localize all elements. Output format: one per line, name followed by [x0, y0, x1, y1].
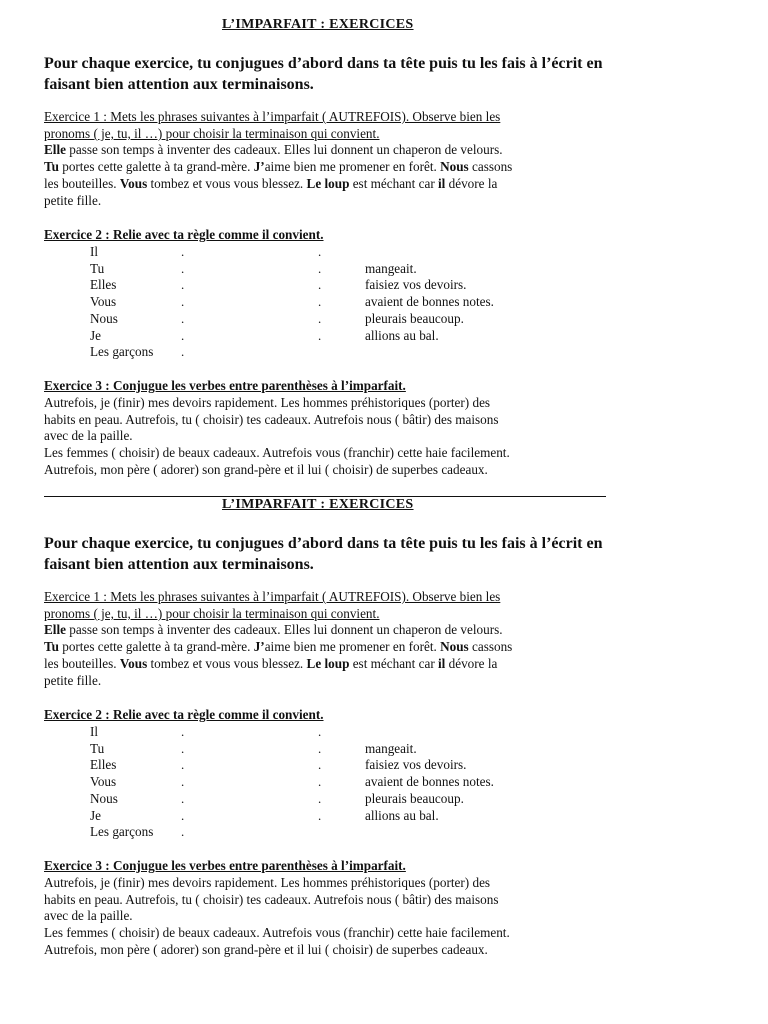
left-connection-dot[interactable]: . [181, 790, 185, 806]
exercise-2-heading: Exercice 2 : Relie avec ta règle comme il convient. [44, 227, 324, 242]
exercise-1-heading-line-1: Exercice 1 : Mets les phrases suivantes à l’imparfait ( AUTREFOIS). Observe bien les [44, 109, 501, 124]
pronoun-item: Je [90, 327, 101, 343]
bold-word: Le loup [306, 656, 350, 671]
ending-item: allions au bal. [365, 327, 439, 343]
page-title: L’IMPARFAIT : EXERCICES [222, 497, 414, 512]
pronoun-item: Elles [90, 277, 117, 293]
sentence-text: tombez et vous vous blessez. [147, 656, 307, 671]
sentence-text: portes cette galette à ta grand-mère. [58, 159, 254, 174]
pronoun-item: Tu [90, 740, 105, 756]
sentence-text: est méchant car [349, 176, 439, 191]
exercise-3-line: avec de la paille. [44, 428, 133, 443]
exercise-1-heading-line-2: pronoms ( je, tu, il …) pour choisir la terminaison qui convient. [44, 126, 380, 141]
right-connection-dot[interactable]: . [318, 310, 322, 326]
pronoun-item: Les garçons [90, 824, 154, 840]
exercise-1-sentence-line-2 [44, 159, 512, 176]
sentence-text: les bouteilles. [44, 656, 120, 671]
bold-word: il [438, 656, 446, 671]
ending-item: faisiez vos devoirs. [365, 757, 467, 773]
left-connection-dot[interactable]: . [181, 740, 185, 756]
right-connection-dot[interactable]: . [318, 790, 322, 806]
pronoun-item: Vous [90, 774, 117, 790]
left-connection-dot[interactable]: . [181, 310, 185, 326]
exercise-3-line: avec de la paille. [44, 908, 133, 923]
right-connection-dot[interactable]: . [318, 244, 322, 259]
right-connection-dot[interactable]: . [318, 277, 322, 293]
right-connection-dot[interactable]: . [318, 740, 322, 756]
exercise-3-line: Autrefois, mon père ( adorer) son grand-père et il lui ( choisir) de superbes cadeaux. [44, 462, 488, 477]
exercise-3-line: habits en peau. Autrefois, tu ( choisir) tes cadeaux. Autrefois nous ( bâtir) des maisons [44, 412, 499, 427]
right-connection-dot[interactable]: . [318, 260, 322, 276]
ending-item: avaient de bonnes notes. [365, 774, 494, 790]
exercise-3-line: Autrefois, je (finir) mes devoirs rapidement. Les hommes préhistoriques (porter) des [44, 875, 491, 890]
left-connection-dot[interactable]: . [181, 327, 185, 343]
left-connection-dot[interactable]: . [181, 244, 185, 259]
right-connection-dot[interactable]: . [318, 807, 322, 823]
right-connection-dot[interactable]: . [318, 774, 322, 790]
pronoun-item: Vous [90, 294, 117, 310]
exercise-1-sentence-line-3 [44, 656, 497, 673]
exercise-1-sentence-line-1 [44, 142, 503, 159]
pronoun-item: Il [90, 724, 99, 739]
pronoun-item: Nous [90, 310, 118, 326]
ending-item: faisiez vos devoirs. [365, 277, 467, 293]
pronoun-item: Elles [90, 757, 117, 773]
exercise-3-line: Les femmes ( choisir) de beaux cadeaux. Autrefois vous (franchir) cette haie facilement. [44, 925, 510, 940]
bold-word: Elle [44, 142, 66, 157]
left-connection-dot[interactable]: . [181, 807, 185, 823]
left-connection-dot[interactable]: . [181, 260, 185, 276]
exercise-1-sentence-line-2 [44, 639, 512, 656]
bold-word: Nous [440, 639, 469, 654]
sentence-text: les bouteilles. [44, 176, 120, 191]
sentence-text: dévore la [445, 176, 498, 191]
pronoun-item: Tu [90, 260, 105, 276]
bold-word: il [438, 176, 446, 191]
ending-item: pleurais beaucoup. [365, 790, 464, 806]
exercise-1-sentence-line-4: petite fille. [44, 673, 102, 688]
ending-item: allions au bal. [365, 807, 439, 823]
left-connection-dot[interactable]: . [181, 824, 185, 840]
sentence-text: est méchant car [349, 656, 439, 671]
exercise-3-line: Les femmes ( choisir) de beaux cadeaux. Autrefois vous (franchir) cette haie facilement. [44, 445, 510, 460]
ending-item: avaient de bonnes notes. [365, 294, 494, 310]
sentence-text: cassons [468, 159, 513, 174]
sentence-text: aime bien me promener en forêt. [264, 639, 441, 654]
sentence-text: tombez et vous vous blessez. [147, 176, 307, 191]
exercise-1-sentence-line-3 [44, 176, 497, 193]
exercise-1-sentence-line-4: petite fille. [44, 193, 102, 208]
bold-word: J’ [253, 639, 265, 654]
exercise-3-line: Autrefois, je (finir) mes devoirs rapidement. Les hommes préhistoriques (porter) des [44, 395, 491, 410]
bold-word: Tu [44, 159, 59, 174]
sentence-text: aime bien me promener en forêt. [264, 159, 441, 174]
page-title: L’IMPARFAIT : EXERCICES [222, 17, 414, 32]
pronoun-item: Il [90, 244, 99, 259]
exercise-3-line: Autrefois, mon père ( adorer) son grand-père et il lui ( choisir) de superbes cadeaux. [44, 942, 488, 957]
bold-word: Le loup [306, 176, 350, 191]
right-connection-dot[interactable]: . [318, 294, 322, 310]
left-connection-dot[interactable]: . [181, 757, 185, 773]
bold-word: Elle [44, 622, 66, 637]
right-connection-dot[interactable]: . [318, 724, 322, 739]
sentence-text: passe son temps à inventer des cadeaux. Elles lui donnent un chaperon de velours. [65, 622, 503, 637]
ending-item: mangeait. [365, 740, 417, 756]
ending-item: pleurais beaucoup. [365, 310, 464, 326]
left-connection-dot[interactable]: . [181, 277, 185, 293]
exercise-1-heading-line-1: Exercice 1 : Mets les phrases suivantes à l’imparfait ( AUTREFOIS). Observe bien les [44, 589, 501, 604]
exercise-1-heading-line-2: pronoms ( je, tu, il …) pour choisir la terminaison qui convient. [44, 606, 380, 621]
pronoun-item: Nous [90, 790, 118, 806]
exercise-1-sentence-line-1 [44, 622, 503, 639]
ending-item: mangeait. [365, 260, 417, 276]
instructions: Pour chaque exercice, tu conjugues d’abord dans ta tête puis tu les fais à l’écrit en faisant bien attention aux terminaisons. [44, 55, 603, 93]
sentence-text: cassons [468, 639, 513, 654]
sentence-text: portes cette galette à ta grand-mère. [58, 639, 254, 654]
right-connection-dot[interactable]: . [318, 327, 322, 343]
bold-word: Vous [119, 176, 148, 191]
instructions: Pour chaque exercice, tu conjugues d’abord dans ta tête puis tu les fais à l’écrit en faisant bien attention aux terminaisons. [44, 535, 603, 573]
exercise-3-line: habits en peau. Autrefois, tu ( choisir) tes cadeaux. Autrefois nous ( bâtir) des maisons [44, 892, 499, 907]
pronoun-item: Les garçons [90, 344, 154, 360]
exercise-3-heading: Exercice 3 : Conjugue les verbes entre parenthèses à l’imparfait. [44, 858, 406, 873]
exercise-2-heading: Exercice 2 : Relie avec ta règle comme il convient. [44, 707, 324, 722]
bold-word: Nous [440, 159, 469, 174]
left-connection-dot[interactable]: . [181, 774, 185, 790]
pronoun-item: Je [90, 807, 101, 823]
exercise-3-heading: Exercice 3 : Conjugue les verbes entre parenthèses à l’imparfait. [44, 378, 406, 393]
bold-word: Tu [44, 639, 59, 654]
bold-word: J’ [253, 159, 265, 174]
left-connection-dot[interactable]: . [181, 724, 185, 739]
bold-word: Vous [119, 656, 148, 671]
right-connection-dot[interactable]: . [318, 757, 322, 773]
left-connection-dot[interactable]: . [181, 294, 185, 310]
sentence-text: dévore la [445, 656, 498, 671]
left-connection-dot[interactable]: . [181, 344, 185, 360]
sentence-text: passe son temps à inventer des cadeaux. Elles lui donnent un chaperon de velours. [65, 142, 503, 157]
